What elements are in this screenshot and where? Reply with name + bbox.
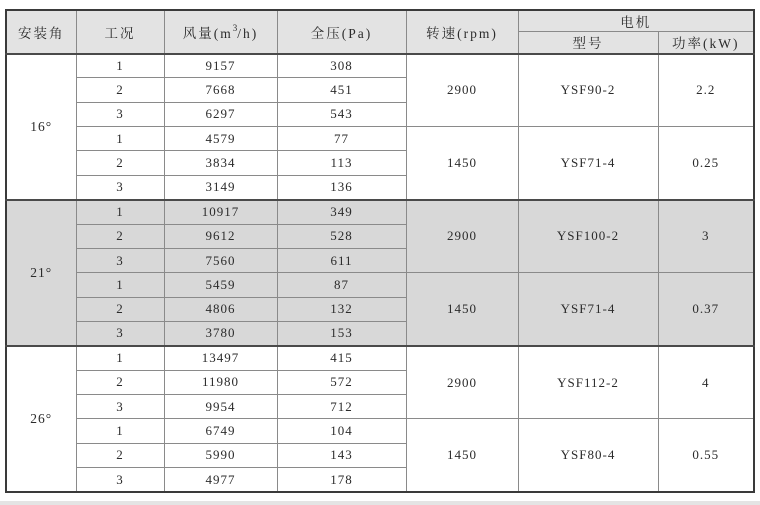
condition-cell: 3 [76, 175, 164, 199]
power-cell: 2.2 [658, 54, 754, 127]
airflow-superscript: 3 [232, 23, 238, 34]
airflow-label-pre: 风量(m [182, 25, 233, 41]
power-cell: 0.25 [658, 127, 754, 200]
pressure-cell: 611 [277, 248, 406, 272]
airflow-cell: 3149 [164, 175, 277, 199]
angle-group-16 [6, 54, 754, 200]
airflow-cell: 5990 [164, 443, 277, 467]
airflow-cell: 7560 [164, 248, 277, 272]
pressure-cell: 136 [277, 175, 406, 199]
condition-cell: 2 [76, 370, 164, 394]
model-cell: YSF71-4 [518, 127, 658, 200]
condition-cell: 3 [76, 468, 164, 492]
condition-cell: 1 [76, 346, 164, 370]
pressure-cell: 415 [277, 346, 406, 370]
condition-cell: 2 [76, 297, 164, 321]
pressure-cell: 132 [277, 297, 406, 321]
airflow-cell: 7668 [164, 78, 277, 102]
airflow-cell: 4579 [164, 127, 277, 151]
speed-cell: 1450 [406, 419, 518, 492]
pressure-cell: 104 [277, 419, 406, 443]
airflow-cell: 13497 [164, 346, 277, 370]
pressure-cell: 543 [277, 102, 406, 126]
col-header-airflow [164, 10, 277, 54]
condition-cell: 3 [76, 321, 164, 345]
col-header-speed: 转速(rpm) [406, 10, 518, 54]
model-cell: YSF112-2 [518, 346, 658, 419]
model-cell: YSF71-4 [518, 273, 658, 346]
speed-cell: 2900 [406, 54, 518, 127]
condition-cell: 1 [76, 419, 164, 443]
power-cell: 4 [658, 346, 754, 419]
pressure-cell: 349 [277, 200, 406, 224]
pressure-cell: 572 [277, 370, 406, 394]
airflow-cell: 3780 [164, 321, 277, 345]
condition-cell: 2 [76, 443, 164, 467]
pressure-cell: 77 [277, 127, 406, 151]
angle-cell: 16° [6, 54, 76, 200]
pressure-cell: 528 [277, 224, 406, 248]
table-row [6, 200, 754, 224]
power-cell: 0.37 [658, 273, 754, 346]
model-cell: YSF100-2 [518, 200, 658, 273]
speed-cell: 1450 [406, 273, 518, 346]
airflow-cell: 6749 [164, 419, 277, 443]
col-header-condition: 工况 [76, 10, 164, 54]
table-row [6, 346, 754, 370]
condition-cell: 2 [76, 151, 164, 175]
fan-spec-table [5, 9, 755, 493]
model-cell: YSF90-2 [518, 54, 658, 127]
condition-cell: 1 [76, 273, 164, 297]
condition-cell: 2 [76, 78, 164, 102]
condition-cell: 1 [76, 127, 164, 151]
condition-cell: 3 [76, 248, 164, 272]
speed-cell: 1450 [406, 127, 518, 200]
angle-group-21 [6, 200, 754, 346]
table-row [6, 273, 754, 297]
pressure-cell: 153 [277, 321, 406, 345]
condition-cell: 1 [76, 54, 164, 78]
pressure-cell: 451 [277, 78, 406, 102]
power-cell: 0.55 [658, 419, 754, 492]
table-header [6, 10, 754, 54]
angle-cell: 21° [6, 200, 76, 346]
angle-group-26 [6, 346, 754, 492]
col-header-model: 型号 [518, 32, 658, 54]
airflow-cell: 9157 [164, 54, 277, 78]
col-header-power: 功率(kW) [658, 32, 754, 54]
col-header-pressure: 全压(Pa) [277, 10, 406, 54]
table-row [6, 127, 754, 151]
table-row [6, 419, 754, 443]
airflow-cell: 11980 [164, 370, 277, 394]
airflow-cell: 5459 [164, 273, 277, 297]
condition-cell: 1 [76, 200, 164, 224]
condition-cell: 2 [76, 224, 164, 248]
airflow-cell: 10917 [164, 200, 277, 224]
airflow-label-post: /h) [237, 25, 259, 41]
airflow-cell: 6297 [164, 102, 277, 126]
pressure-cell: 143 [277, 443, 406, 467]
pressure-cell: 113 [277, 151, 406, 175]
airflow-cell: 9612 [164, 224, 277, 248]
col-header-angle: 安装角 [6, 10, 76, 54]
pressure-cell: 308 [277, 54, 406, 78]
page-bottom-shadow [0, 501, 760, 505]
airflow-cell: 4977 [164, 468, 277, 492]
speed-cell: 2900 [406, 200, 518, 273]
power-cell: 3 [658, 200, 754, 273]
col-header-motor: 电机 [518, 10, 754, 32]
pressure-cell: 178 [277, 468, 406, 492]
angle-cell: 26° [6, 346, 76, 492]
airflow-cell: 9954 [164, 395, 277, 419]
airflow-cell: 3834 [164, 151, 277, 175]
airflow-cell: 4806 [164, 297, 277, 321]
table-row [6, 54, 754, 78]
speed-cell: 2900 [406, 346, 518, 419]
pressure-cell: 87 [277, 273, 406, 297]
condition-cell: 3 [76, 102, 164, 126]
pressure-cell: 712 [277, 395, 406, 419]
model-cell: YSF80-4 [518, 419, 658, 492]
condition-cell: 3 [76, 395, 164, 419]
